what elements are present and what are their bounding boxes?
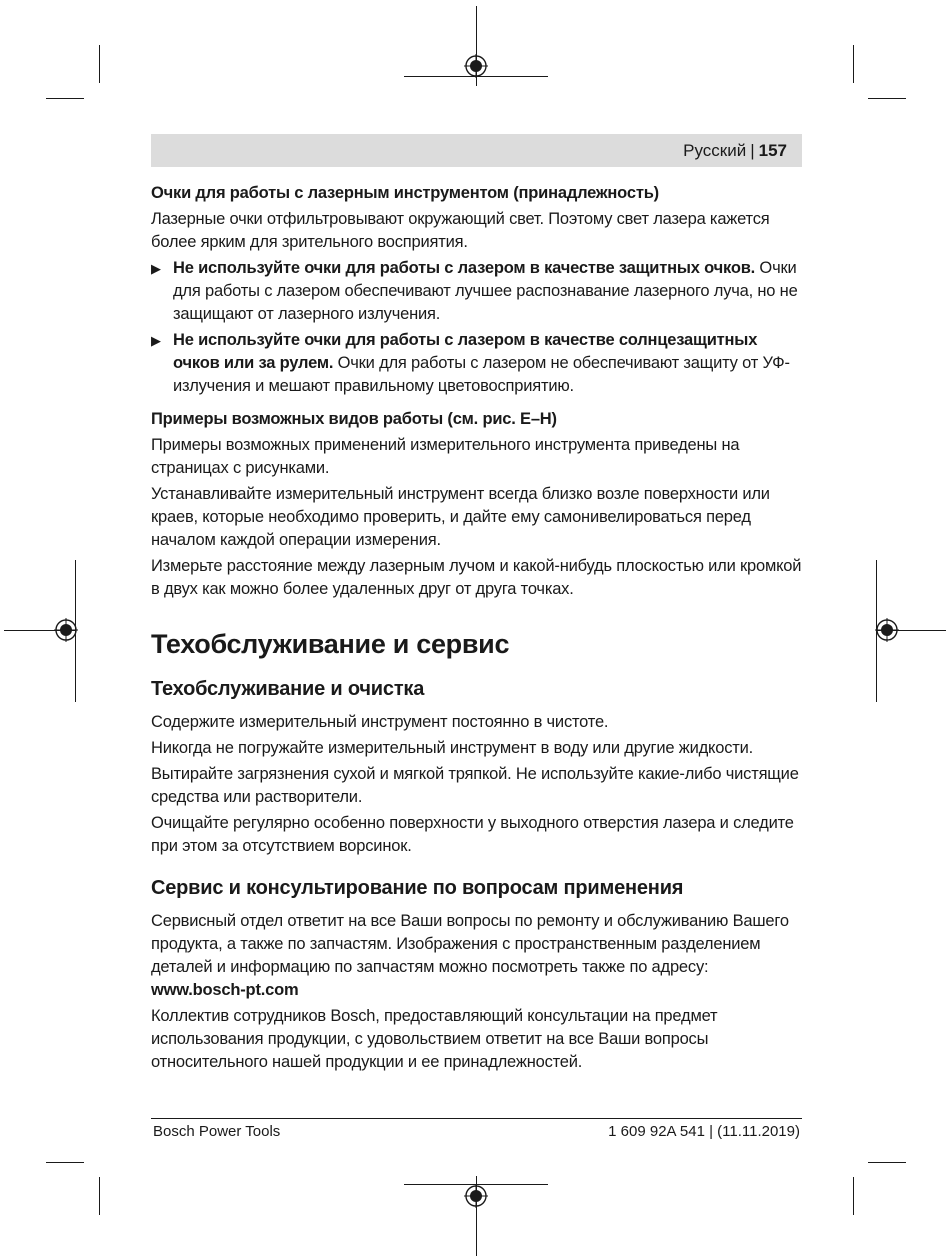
page-header — [151, 134, 802, 167]
bullet-text: Очки для работы с лазером обеспечивают лучшее распознавание лазерного луча, но не защищают от лазерного излучения. — [173, 259, 798, 323]
crop-mark — [853, 1177, 854, 1215]
header-text — [683, 134, 787, 167]
service-url-link[interactable]: www.bosch-pt.com — [151, 981, 299, 999]
bullet-bold-text: Не используйте очки для работы с лазером в качестве защитных очков. — [173, 259, 756, 277]
crop-mark — [853, 45, 854, 83]
header-separator: | — [750, 141, 755, 160]
glasses-heading: Очки для работы с лазерным инструментом (принадлежность) — [151, 184, 659, 202]
glasses-paragraph: Лазерные очки отфильтровывают окружающий свет. Поэтому свет лазера кажется более ярким для зрительного восприятия. — [151, 210, 770, 251]
examples-paragraph: Измерьте расстояние между лазерным лучом и какой-нибудь плоскостью или кромкой в двух как можно более удаленных друг от друга точках. — [151, 557, 802, 598]
triangle-right-icon: ▶ — [151, 333, 161, 348]
cleaning-paragraph: Очищайте регулярно особенно поверхности у выходного отверстия лазера и следите при этом за отсутствием ворсинок. — [151, 814, 794, 855]
crop-mark — [99, 45, 100, 83]
registration-mark-icon — [464, 54, 488, 78]
header-language: Русский — [683, 141, 747, 160]
service-text: Сервисный отдел ответит на все Ваши вопросы по ремонту и обслуживанию Вашего продукта, а также по запчастям. Изображения с пространственным разделением деталей и информацию по запчастям можно посмотреть также по адресу: — [151, 912, 789, 976]
triangle-right-icon: ▶ — [151, 261, 161, 276]
page-number: 157 — [758, 141, 787, 160]
examples-paragraph: Примеры возможных применений измерительного инструмента приведены на страницах с рисунками. — [151, 436, 740, 477]
examples-paragraph: Устанавливайте измерительный инструмент всегда близко возле поверхности или краев, которые необходимо проверить, и дайте ему самонивелироваться перед началом каждой операции измерения. — [151, 485, 770, 549]
bullet-bold-text: Не используйте очки для работы с лазером в качестве солнцезащитных очков или за рулем. — [173, 331, 758, 372]
safety-bullet — [151, 329, 802, 398]
page-footer — [151, 1118, 802, 1140]
crop-mark — [868, 98, 906, 99]
registration-mark-icon — [875, 618, 899, 642]
crop-mark — [99, 1177, 100, 1215]
examples-heading: Примеры возможных видов работы (см. рис. E–H) — [151, 410, 557, 428]
page-content — [151, 182, 802, 1077]
safety-bullet — [151, 257, 802, 326]
service-heading: Сервис и консультирование по вопросам применения — [151, 877, 684, 899]
bullet-text: Очки для работы с лазером не обеспечивают защиту от УФ-излучения и мешают правильному цветовосприятию. — [173, 354, 790, 395]
footer-publisher: Bosch Power Tools — [153, 1123, 281, 1140]
crop-mark — [46, 98, 84, 99]
crop-mark — [868, 1162, 906, 1163]
service-paragraph — [151, 910, 802, 1002]
cleaning-paragraph: Содержите измерительный инструмент постоянно в чистоте. — [151, 713, 609, 731]
footer-document-id: 1 609 92A 541 | (11.11.2019) — [608, 1123, 800, 1140]
registration-mark-icon — [464, 1184, 488, 1208]
crop-mark — [46, 1162, 84, 1163]
cleaning-paragraph: Никогда не погружайте измерительный инструмент в воду или другие жидкости. — [151, 739, 754, 757]
cleaning-heading: Техобслуживание и очистка — [151, 678, 425, 700]
service-paragraph: Коллектив сотрудников Bosch, предоставляющий консультации на предмет использования продукции, с удовольствием ответит на все Ваши вопросы относительного нашей продукции и ее принадлежностей. — [151, 1007, 718, 1071]
cleaning-paragraph: Вытирайте загрязнения сухой и мягкой тряпкой. Не используйте какие-либо чистящие средства или растворители. — [151, 765, 799, 806]
maintenance-title: Техобслуживание и сервис — [151, 629, 510, 659]
registration-mark-icon — [54, 618, 78, 642]
